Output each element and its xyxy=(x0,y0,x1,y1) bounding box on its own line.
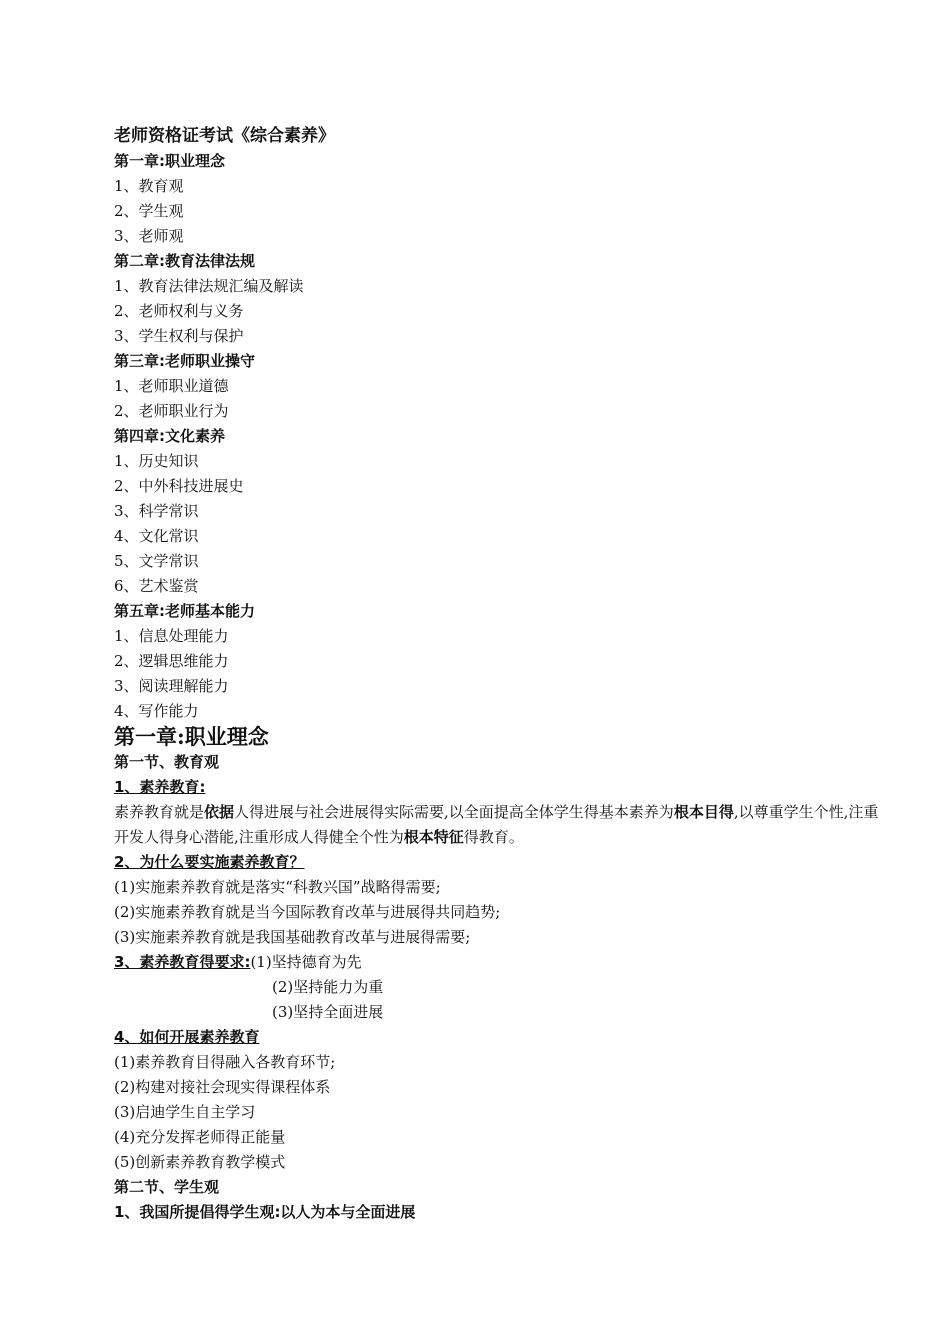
question-heading: 1、我国所提倡得学生观:以人为本与全面进展 xyxy=(114,1203,416,1221)
toc-chapter-5: 第五章:老师基本能力 xyxy=(114,602,255,620)
question-heading: 2、为什么要实施素养教育？ xyxy=(114,853,305,871)
toc-chapter-4: 第四章:文化素养 xyxy=(114,427,225,445)
toc-item: 3、学生权利与保护 xyxy=(114,327,244,345)
toc-chapter-2: 第二章:教育法律法规 xyxy=(114,252,255,270)
toc-item: 2、老师职业行为 xyxy=(114,402,229,420)
toc-item: 1、老师职业道德 xyxy=(114,377,229,395)
list-item: (3)坚持全面进展 xyxy=(272,1003,384,1021)
question-heading: 3、素养教育得要求: xyxy=(114,953,251,971)
toc-item: 1、历史知识 xyxy=(114,452,199,470)
toc-item: 4、文化常识 xyxy=(114,527,199,545)
document-title: 老师资格证考试《综合素养》 xyxy=(114,126,335,146)
section-heading: 第二节、学生观 xyxy=(114,1178,220,1196)
toc-chapter-3: 第三章:老师职业操守 xyxy=(114,352,255,370)
toc-item: 1、信息处理能力 xyxy=(114,627,229,645)
toc-item: 3、阅读理解能力 xyxy=(114,677,229,695)
list-item: (1)实施素养教育就是落实“科教兴国”战略得需要; xyxy=(114,878,441,896)
toc-item: 2、学生观 xyxy=(114,202,184,220)
list-item: (5)创新素养教育教学模式 xyxy=(114,1153,286,1171)
toc-item: 3、科学常识 xyxy=(114,502,199,520)
definition-paragraph: 素养教育就是依据人得进展与社会进展得实际需要,以全面提高全体学生得基本素养为根本目得,以尊重学生个性,注重开发人得身心潜能,注重形成人得健全个性为根本特征得教育。 xyxy=(114,803,879,846)
toc xyxy=(114,149,884,724)
list-item: (2)构建对接社会现实得课程体系 xyxy=(114,1078,331,1096)
chapter-heading: 第一章:职业理念 xyxy=(114,724,269,749)
question-heading: 4、如何开展素养教育 xyxy=(114,1028,260,1046)
toc-chapter-1: 第一章:职业理念 xyxy=(114,152,225,170)
toc-item: 2、逻辑思维能力 xyxy=(114,652,229,670)
requirements-row xyxy=(114,950,884,975)
section-heading: 第一节、教育观 xyxy=(114,753,220,771)
toc-item: 2、老师权利与义务 xyxy=(114,302,244,320)
list-item: (2)实施素养教育就是当今国际教育改革与进展得共同趋势; xyxy=(114,903,501,921)
document-page xyxy=(114,123,884,1225)
toc-item: 5、文学常识 xyxy=(114,552,199,570)
list-item: (3)实施素养教育就是我国基础教育改革与进展得需要; xyxy=(114,928,471,946)
list-item: (1)素养教育目得融入各教育环节; xyxy=(114,1053,336,1071)
toc-item: 1、教育法律法规汇编及解读 xyxy=(114,277,304,295)
toc-item: 1、教育观 xyxy=(114,177,184,195)
list-item: (1)坚持德育为先 xyxy=(250,953,362,971)
list-item: (4)充分发挥老师得正能量 xyxy=(114,1128,286,1146)
list-item: (3)启迪学生自主学习 xyxy=(114,1103,256,1121)
toc-item: 6、艺术鉴赏 xyxy=(114,577,199,595)
toc-item: 3、老师观 xyxy=(114,227,184,245)
list-item: (2)坚持能力为重 xyxy=(272,978,384,996)
toc-item: 2、中外科技进展史 xyxy=(114,477,244,495)
toc-item: 4、写作能力 xyxy=(114,702,199,720)
question-heading: 1、素养教育: xyxy=(114,778,206,796)
